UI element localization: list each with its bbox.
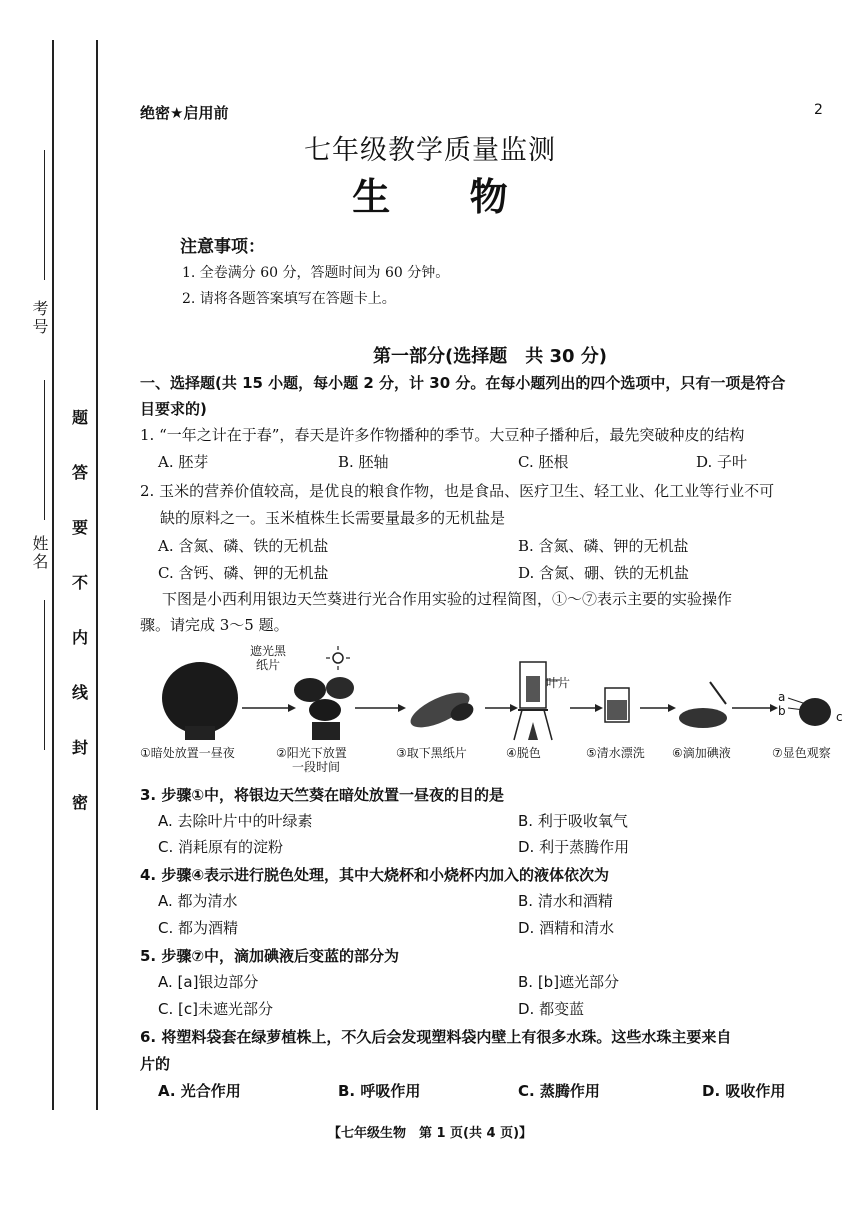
question-5-option-a: A. [a]银边部分 [158, 973, 259, 991]
name-label: 姓名 [30, 535, 49, 571]
step-label-2-cont: 一段时间 [292, 760, 341, 774]
seal-char: 线 [72, 683, 89, 702]
step7-result-image [788, 698, 831, 726]
question-5-option-c: C. [c]未遮光部分 [158, 1000, 273, 1018]
question-3-option-d: D. 利于蒸腾作用 [518, 838, 630, 856]
notice-item: 1. 全卷满分 60 分，答题时间为 60 分钟。 [182, 265, 450, 281]
question-6-stem-cont: 片的 [140, 1055, 171, 1073]
seal-char: 内 [72, 628, 89, 647]
question-3-option-c: C. 消耗原有的淀粉 [158, 838, 284, 856]
step1-dark-plant-image [162, 662, 238, 740]
step-label-2: ②阳光下放置 [276, 746, 347, 760]
diagram-mark-a: a [778, 690, 786, 704]
corner-mark: 2 [814, 102, 823, 118]
question-1-option-b: B. 胚轴 [338, 453, 389, 471]
question-2-stem: 2. 玉米的营养价值较高，是优良的粮食作物，也是食品、医疗卫生、轻工业、化工业等行业不可 [140, 482, 775, 500]
step6-iodine-image [679, 682, 727, 728]
seal-char: 不 [72, 573, 89, 592]
question-1-option-d: D. 子叶 [696, 453, 748, 471]
seal-char: 密 [72, 793, 89, 812]
experiment-diagram [140, 640, 860, 765]
question-1-stem: 1. “一年之计在于春”，春天是许多作物播种的季节。大豆种子播种后，最先突破种皮的结构 [140, 426, 745, 444]
seal-char: 答 [72, 463, 89, 482]
question-6-option-c: C. 蒸腾作用 [518, 1082, 600, 1100]
question-5-option-d: D. 都变蓝 [518, 1000, 585, 1018]
diagram-mark-c: c [836, 710, 843, 724]
diagram-mark-b: b [778, 704, 786, 718]
notice-heading: 注意事项： [180, 237, 265, 257]
question-4-option-b: B. 清水和酒精 [518, 892, 613, 910]
question-6-option-b: B. 呼吸作用 [338, 1082, 421, 1100]
question-2-option-d: D. 含氮、硼、铁的无机盐 [518, 564, 690, 582]
exam-no-label: 考号 [30, 300, 49, 336]
diagram-paper-label: 遮光黑 [250, 644, 287, 658]
seat-blank [44, 600, 45, 750]
step5-rinse-image [605, 688, 629, 722]
question-6-option-a: A. 光合作用 [158, 1082, 241, 1100]
question-6-stem: 6. 将塑料袋套在绿萝植株上，不久后会发现塑料袋内壁上有很多水珠。这些水珠主要来自 [140, 1028, 732, 1046]
diagram-intro-cont: 骤。请完成 3～5 题。 [140, 616, 289, 634]
question-3-stem: 3. 步骤①中，将银边天竺葵在暗处放置一昼夜的目的是 [140, 786, 505, 804]
step3-leaf-image [406, 686, 476, 735]
part1-instruction: 一、选择题(共 15 小题，每小题 2 分，计 30 分。在每小题列出的四个选项中，只有一项是符合 [140, 374, 786, 392]
question-2-stem-cont: 缺的原料之一。玉米植株生长需要量最多的无机盐是 [160, 509, 506, 527]
subject-title: 生 物 [352, 175, 508, 219]
question-4-option-a: A. 都为清水 [158, 892, 238, 910]
question-2-option-a: A. 含氮、磷、铁的无机盐 [158, 537, 329, 555]
diagram-intro: 下图是小西利用银边天竺葵进行光合作用实验的过程简图，①～⑦表示主要的实验操作 [162, 590, 733, 608]
page-footer: 【七年级生物 第 1 页(共 4 页)】 [327, 1126, 533, 1141]
step-label-7: ⑦显色观察 [772, 746, 831, 760]
part1-instruction-cont: 目要求的) [140, 400, 207, 418]
question-1-option-c: C. 胚根 [518, 453, 569, 471]
notice-item: 2. 请将各题答案填写在答题卡上。 [182, 291, 396, 307]
diagram-leaf-label: 叶片 [546, 676, 571, 690]
question-4-option-c: C. 都为酒精 [158, 919, 239, 937]
step-label-6: ⑥滴加碘液 [672, 746, 731, 760]
question-4-stem: 4. 步骤④表示进行脱色处理，其中大烧杯和小烧杯内加入的液体依次为 [140, 866, 610, 884]
part1-title: 第一部分(选择题 共 30 分) [372, 346, 608, 367]
question-2-option-b: B. 含氮、磷、钾的无机盐 [518, 537, 689, 555]
step2-plant-sun-image [294, 646, 354, 740]
seal-char: 要 [72, 518, 89, 537]
question-5-stem: 5. 步骤⑦中，滴加碘液后变蓝的部分为 [140, 947, 400, 965]
question-2-option-c: C. 含钙、磷、钾的无机盐 [158, 564, 329, 582]
exam-title: 七年级教学质量监测 [304, 135, 556, 166]
step-label-1: ①暗处放置一昼夜 [140, 746, 235, 760]
seal-char: 封 [72, 738, 89, 757]
diagram-paper-label-cont: 纸片 [256, 658, 281, 672]
question-3-option-b: B. 利于吸收氧气 [518, 812, 628, 830]
name-blank [44, 380, 45, 520]
question-3-option-a: A. 去除叶片中的叶绿素 [158, 812, 313, 830]
seal-char: 题 [72, 408, 89, 427]
question-5-option-b: B. [b]遮光部分 [518, 973, 620, 991]
step-label-4: ④脱色 [506, 746, 541, 760]
secret-label: 绝密★启用前 [140, 104, 229, 122]
question-6-option-d: D. 吸收作用 [702, 1082, 786, 1100]
question-4-option-d: D. 酒精和清水 [518, 919, 615, 937]
step-label-5: ⑤清水漂洗 [586, 746, 645, 760]
step-label-3: ③取下黑纸片 [396, 746, 467, 760]
question-1-option-a: A. 胚芽 [158, 453, 209, 471]
